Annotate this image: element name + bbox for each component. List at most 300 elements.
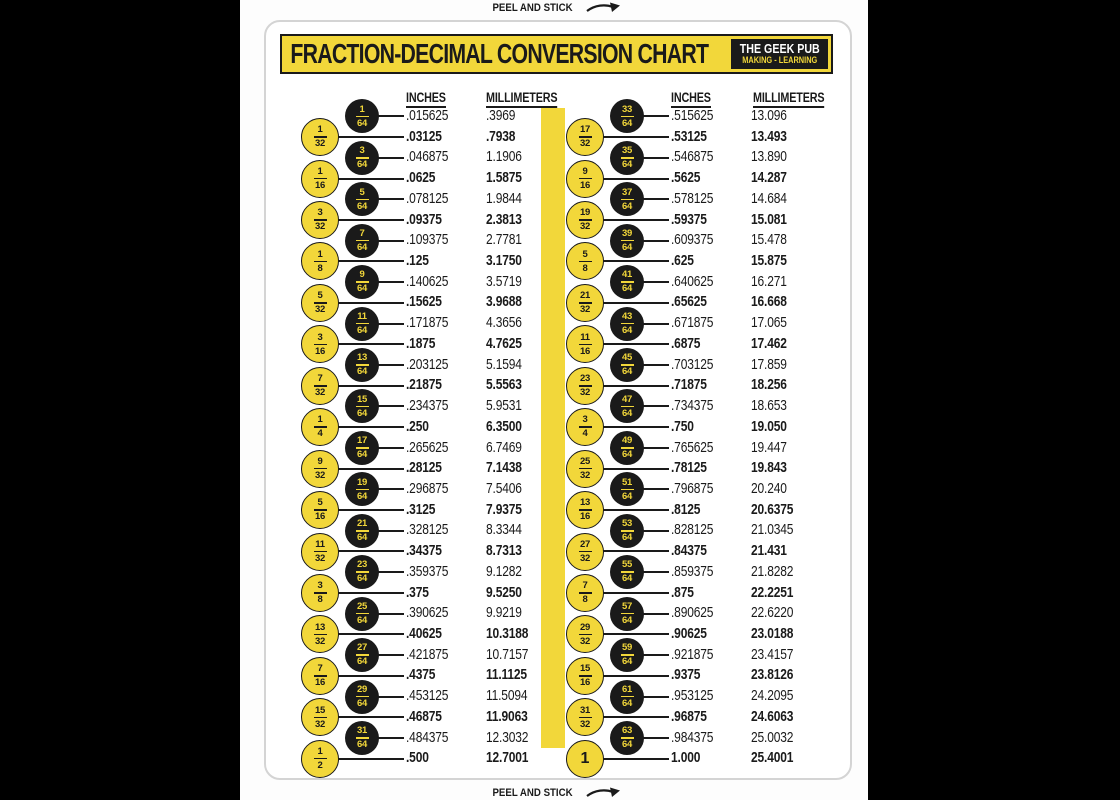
inches-value: .390625 xyxy=(406,604,449,622)
inches-value: .734375 xyxy=(671,397,714,415)
conversion-row xyxy=(266,248,566,274)
fraction-denominator: 32 xyxy=(580,635,590,647)
fraction-denominator: 64 xyxy=(357,366,367,378)
fraction-badge xyxy=(566,408,604,446)
fraction-numerator: 9 xyxy=(317,455,323,467)
fraction-bar xyxy=(579,344,592,346)
inches-value: .250 xyxy=(406,417,429,435)
inches-value: .1875 xyxy=(406,334,436,352)
fraction-bar xyxy=(356,116,369,118)
whole-number: 1 xyxy=(580,749,590,767)
fraction-numerator: 57 xyxy=(622,600,632,612)
fraction-numerator: 11 xyxy=(357,310,367,322)
fraction-denominator: 64 xyxy=(357,656,367,668)
curved-arrow-icon xyxy=(585,786,621,799)
connector-line xyxy=(597,716,669,718)
conversion-column-right xyxy=(531,103,831,769)
millimeters-value: 4.3656 xyxy=(486,314,522,332)
millimeters-value: 20.6375 xyxy=(751,500,794,518)
fraction-denominator: 64 xyxy=(357,739,367,751)
fraction-denominator: 32 xyxy=(315,221,325,233)
conversion-row xyxy=(266,124,566,150)
connector-line xyxy=(332,260,404,262)
fraction-denominator: 64 xyxy=(357,241,367,253)
fraction-denominator: 64 xyxy=(622,614,632,626)
brand-tagline: MAKING - LEARNING xyxy=(741,55,818,66)
inches-value: .859375 xyxy=(671,562,714,580)
inches-value: .546875 xyxy=(671,148,714,166)
inches-value: .5625 xyxy=(671,169,701,187)
fraction-numerator: 49 xyxy=(622,435,632,447)
fraction-badge xyxy=(566,533,604,571)
fraction-denominator: 32 xyxy=(315,718,325,730)
fraction-badge xyxy=(566,118,604,156)
millimeters-value: 25.0032 xyxy=(751,728,794,746)
millimeters-value: 14.684 xyxy=(751,189,787,207)
millimeters-value: 5.9531 xyxy=(486,397,522,415)
fraction-denominator: 64 xyxy=(622,697,632,709)
conversion-row xyxy=(266,207,566,233)
millimeters-value: 13.096 xyxy=(751,107,787,124)
fraction-bar xyxy=(356,199,369,201)
inches-value: .53125 xyxy=(671,127,707,145)
fraction-denominator: 64 xyxy=(622,117,632,129)
fraction-numerator: 29 xyxy=(357,683,367,695)
fraction-numerator: 29 xyxy=(580,621,590,633)
inches-value: .140625 xyxy=(406,272,449,290)
fraction-denominator: 64 xyxy=(622,739,632,751)
inches-value: .40625 xyxy=(406,624,442,642)
millimeters-value: 24.6063 xyxy=(751,707,794,725)
fraction-badge xyxy=(610,721,644,755)
millimeters-value: 11.5094 xyxy=(486,687,528,705)
inches-value: .59375 xyxy=(671,210,707,228)
fraction-denominator: 8 xyxy=(317,262,323,274)
fraction-badge xyxy=(610,555,644,589)
fraction-badge xyxy=(345,555,379,589)
inches-value: .8125 xyxy=(671,500,701,518)
fraction-badge xyxy=(610,141,644,175)
connector-line xyxy=(597,343,669,345)
fraction-denominator: 64 xyxy=(622,366,632,378)
millimeters-value: .3969 xyxy=(486,107,516,124)
inches-value: .796875 xyxy=(671,479,714,497)
fraction-badge xyxy=(301,284,339,322)
fraction-bar xyxy=(356,406,369,408)
fraction-badge xyxy=(301,740,339,778)
inches-value: .875 xyxy=(671,583,694,601)
inches-value: .265625 xyxy=(406,438,449,456)
connector-line xyxy=(332,426,404,428)
fraction-numerator: 9 xyxy=(582,165,588,177)
fraction-numerator: 31 xyxy=(580,704,590,716)
fraction-denominator: 64 xyxy=(357,117,367,129)
inches-value: 1.000 xyxy=(671,749,701,767)
inches-value: .34375 xyxy=(406,542,442,560)
millimeters-value: 6.7469 xyxy=(486,438,522,456)
fraction-badge xyxy=(610,348,644,382)
inches-value: .640625 xyxy=(671,272,714,290)
fraction-denominator: 64 xyxy=(357,283,367,295)
fraction-bar xyxy=(356,489,369,491)
conversion-row xyxy=(531,704,831,730)
inches-value: .78125 xyxy=(671,459,707,477)
inches-value: .0625 xyxy=(406,169,436,187)
fraction-badge xyxy=(345,680,379,714)
page-title: FRACTION-DECIMAL CONVERSION CHART xyxy=(290,38,709,69)
conversion-row xyxy=(266,331,566,357)
fraction-denominator: 32 xyxy=(315,469,325,481)
connector-line xyxy=(332,178,404,180)
millimeters-value: 2.7781 xyxy=(486,231,522,249)
fraction-numerator: 13 xyxy=(315,621,325,633)
fraction-numerator: 51 xyxy=(622,476,632,488)
fraction-numerator: 19 xyxy=(580,207,590,219)
fraction-denominator: 64 xyxy=(622,324,632,336)
conversion-chart-poster xyxy=(240,0,868,800)
inches-value: .921875 xyxy=(671,645,714,663)
fraction-numerator: 13 xyxy=(357,352,367,364)
fraction-numerator: 5 xyxy=(582,248,588,260)
fraction-numerator: 35 xyxy=(622,145,632,157)
millimeters-value: 12.7001 xyxy=(486,749,529,767)
peel-and-stick-label: PEEL AND STICK xyxy=(492,786,573,799)
fraction-badge xyxy=(566,491,604,529)
connector-line xyxy=(597,592,669,594)
fraction-bar xyxy=(621,199,634,201)
inches-value: .28125 xyxy=(406,459,442,477)
fraction-numerator: 7 xyxy=(582,580,588,592)
fraction-numerator: 15 xyxy=(580,663,590,675)
chart-card xyxy=(264,20,852,780)
fraction-denominator: 64 xyxy=(622,159,632,171)
fraction-denominator: 64 xyxy=(622,407,632,419)
connector-line xyxy=(597,178,669,180)
fraction-badge xyxy=(301,491,339,529)
fraction-denominator: 64 xyxy=(622,241,632,253)
connector-line xyxy=(597,260,669,262)
fraction-badge xyxy=(610,224,644,258)
fraction-badge xyxy=(301,698,339,736)
fraction-denominator: 64 xyxy=(622,449,632,461)
fraction-numerator: 59 xyxy=(622,642,632,654)
connector-line xyxy=(597,468,669,470)
fraction-badge xyxy=(610,638,644,672)
millimeters-value: 8.3344 xyxy=(486,521,522,539)
fraction-numerator: 43 xyxy=(622,310,632,322)
fraction-denominator: 64 xyxy=(357,159,367,171)
fraction-denominator: 64 xyxy=(357,532,367,544)
inches-value: .421875 xyxy=(406,645,449,663)
connector-line xyxy=(332,633,404,635)
millimeters-value: 2.3813 xyxy=(486,210,522,228)
millimeters-value: .7938 xyxy=(486,127,516,145)
millimeters-value: 18.256 xyxy=(751,376,787,394)
fraction-denominator: 32 xyxy=(315,138,325,150)
inches-value: .03125 xyxy=(406,127,442,145)
inches-value: .234375 xyxy=(406,397,449,415)
inches-value: .203125 xyxy=(406,355,449,373)
conversion-row xyxy=(531,497,831,523)
fraction-numerator: 27 xyxy=(357,642,367,654)
inches-value: .21875 xyxy=(406,376,442,394)
inches-value: .3125 xyxy=(406,500,436,518)
fraction-badge xyxy=(566,740,604,778)
fraction-denominator: 16 xyxy=(580,511,590,523)
inches-value: .4375 xyxy=(406,666,436,684)
connector-line xyxy=(597,675,669,677)
millimeters-value: 13.493 xyxy=(751,127,787,145)
fraction-badge xyxy=(301,160,339,198)
fraction-numerator: 3 xyxy=(317,331,323,343)
fraction-denominator: 64 xyxy=(357,614,367,626)
connector-line xyxy=(597,758,669,760)
conversion-row xyxy=(266,704,566,730)
fraction-denominator: 16 xyxy=(315,345,325,357)
millimeters-value: 4.7625 xyxy=(486,334,522,352)
millimeters-value: 19.050 xyxy=(751,417,787,435)
fraction-denominator: 32 xyxy=(315,304,325,316)
conversion-row xyxy=(531,331,831,357)
connector-line xyxy=(332,343,404,345)
fraction-numerator: 37 xyxy=(622,186,632,198)
fraction-badge xyxy=(301,201,339,239)
fraction-numerator: 11 xyxy=(315,538,325,550)
fraction-denominator: 64 xyxy=(622,532,632,544)
fraction-denominator: 32 xyxy=(580,718,590,730)
connector-line xyxy=(597,550,669,552)
fraction-denominator: 4 xyxy=(317,428,323,440)
inches-value: .90625 xyxy=(671,624,707,642)
inches-value: .765625 xyxy=(671,438,714,456)
fraction-denominator: 16 xyxy=(315,511,325,523)
connector-line xyxy=(597,219,669,221)
fraction-denominator: 16 xyxy=(580,677,590,689)
fraction-numerator: 1 xyxy=(317,165,323,177)
inches-value: .328125 xyxy=(406,521,449,539)
inches-value: .375 xyxy=(406,583,429,601)
fraction-badge xyxy=(345,721,379,755)
connector-line xyxy=(597,136,669,138)
millimeters-value: 18.653 xyxy=(751,397,787,415)
fraction-denominator: 64 xyxy=(357,697,367,709)
fraction-denominator: 32 xyxy=(580,552,590,564)
fraction-badge xyxy=(301,450,339,488)
fraction-numerator: 7 xyxy=(359,227,365,239)
fraction-badge xyxy=(610,431,644,465)
fraction-numerator: 1 xyxy=(359,103,365,115)
fraction-numerator: 31 xyxy=(357,725,367,737)
fraction-numerator: 7 xyxy=(317,373,323,384)
connector-line xyxy=(332,302,404,304)
fraction-numerator: 23 xyxy=(580,373,590,384)
inches-value: .71875 xyxy=(671,376,707,394)
inches-value: .625 xyxy=(671,252,694,270)
millimeters-value: 19.447 xyxy=(751,438,787,456)
fraction-denominator: 32 xyxy=(580,221,590,233)
fraction-badge xyxy=(566,160,604,198)
fraction-numerator: 25 xyxy=(357,600,367,612)
fraction-badge xyxy=(345,141,379,175)
fraction-badge xyxy=(345,638,379,672)
brand-box xyxy=(731,39,828,69)
fraction-denominator: 64 xyxy=(622,200,632,212)
connector-line xyxy=(332,468,404,470)
connector-line xyxy=(597,302,669,304)
fraction-badge xyxy=(610,514,644,548)
millimeters-value: 3.9688 xyxy=(486,293,522,311)
conversion-row xyxy=(531,248,831,274)
millimeters-value: 1.1906 xyxy=(486,148,522,166)
connector-line xyxy=(597,426,669,428)
millimeters-value: 12.3032 xyxy=(486,728,529,746)
fraction-denominator: 8 xyxy=(317,594,323,606)
fraction-numerator: 21 xyxy=(580,290,590,302)
fraction-bar xyxy=(621,116,634,118)
fraction-denominator: 4 xyxy=(582,428,588,440)
millimeters-value: 16.271 xyxy=(751,272,787,290)
millimeters-value: 1.9844 xyxy=(486,189,522,207)
millimeters-value: 23.8126 xyxy=(751,666,794,684)
millimeters-value: 17.462 xyxy=(751,334,787,352)
fraction-numerator: 1 xyxy=(317,745,323,757)
curved-arrow-icon xyxy=(585,1,621,14)
inches-value: .15625 xyxy=(406,293,442,311)
fraction-badge xyxy=(301,533,339,571)
fraction-numerator: 61 xyxy=(622,683,632,695)
fraction-numerator: 23 xyxy=(357,559,367,571)
conversion-row xyxy=(266,621,566,647)
fraction-badge xyxy=(345,597,379,631)
millimeters-value: 9.5250 xyxy=(486,583,522,601)
inches-value: .078125 xyxy=(406,189,449,207)
conversion-column-left xyxy=(266,103,566,771)
millimeters-value: 24.2095 xyxy=(751,687,794,705)
fraction-denominator: 32 xyxy=(580,138,590,150)
millimeters-value: 20.240 xyxy=(751,479,787,497)
inches-value: .703125 xyxy=(671,355,714,373)
fraction-bar xyxy=(621,406,634,408)
connector-line xyxy=(332,592,404,594)
inches-value: .65625 xyxy=(671,293,707,311)
fraction-denominator: 32 xyxy=(315,552,325,564)
fraction-denominator: 64 xyxy=(357,573,367,585)
millimeters-value: 22.2251 xyxy=(751,583,794,601)
fraction-denominator: 32 xyxy=(580,304,590,316)
inches-value: .09375 xyxy=(406,210,442,228)
fraction-bar xyxy=(579,634,592,636)
millimeters-value: 1.5875 xyxy=(486,169,522,187)
millimeters-value: 15.081 xyxy=(751,210,787,228)
millimeters-value: 23.0188 xyxy=(751,624,794,642)
fraction-denominator: 16 xyxy=(315,179,325,191)
millimeters-value: 17.859 xyxy=(751,355,787,373)
fraction-numerator: 47 xyxy=(622,393,632,405)
millimeters-value: 17.065 xyxy=(751,314,787,332)
connector-line xyxy=(332,675,404,677)
millimeters-value: 14.287 xyxy=(751,169,787,187)
connector-line xyxy=(332,758,404,760)
fraction-badge xyxy=(566,201,604,239)
fraction-denominator: 64 xyxy=(357,407,367,419)
inches-value: .671875 xyxy=(671,314,714,332)
millimeters-value: 3.1750 xyxy=(486,252,522,270)
inches-value: .296875 xyxy=(406,479,449,497)
fraction-numerator: 5 xyxy=(317,497,323,509)
fraction-bar xyxy=(314,634,327,636)
millimeters-value: 9.9219 xyxy=(486,604,522,622)
fraction-bar xyxy=(579,261,592,263)
fraction-numerator: 9 xyxy=(359,269,365,281)
millimeters-value: 22.6220 xyxy=(751,604,794,622)
fraction-badge xyxy=(610,307,644,341)
fraction-badge xyxy=(345,265,379,299)
conversion-row xyxy=(266,497,566,523)
inches-value: .46875 xyxy=(406,707,442,725)
fraction-numerator: 63 xyxy=(622,725,632,737)
inches-value: .500 xyxy=(406,749,429,767)
fraction-badge xyxy=(566,657,604,695)
header-inches-right: INCHES xyxy=(671,90,711,108)
connector-line xyxy=(597,509,669,511)
connector-line xyxy=(332,136,404,138)
fraction-denominator: 32 xyxy=(315,635,325,647)
fraction-numerator: 11 xyxy=(580,331,590,343)
fraction-denominator: 2 xyxy=(317,759,323,771)
fraction-numerator: 15 xyxy=(315,704,325,716)
fraction-bar xyxy=(314,344,327,346)
fraction-badge xyxy=(610,265,644,299)
millimeters-value: 5.5563 xyxy=(486,376,522,394)
fraction-badge xyxy=(301,408,339,446)
connector-line xyxy=(332,385,404,387)
fraction-numerator: 17 xyxy=(357,435,367,447)
conversion-row xyxy=(266,375,566,396)
conversion-row xyxy=(531,124,831,150)
fraction-bar xyxy=(314,261,327,263)
inches-value: .015625 xyxy=(406,107,449,124)
fraction-denominator: 16 xyxy=(580,345,590,357)
connector-line xyxy=(597,385,669,387)
header-millimeters-left: MILLIMETERS xyxy=(486,90,557,108)
fraction-denominator: 16 xyxy=(580,179,590,191)
millimeters-value: 10.7157 xyxy=(486,645,529,663)
conversion-row xyxy=(266,580,566,606)
inches-value: .359375 xyxy=(406,562,449,580)
millimeters-value: 7.9375 xyxy=(486,500,522,518)
fraction-denominator: 64 xyxy=(622,283,632,295)
fraction-denominator: 32 xyxy=(580,387,590,398)
inches-value: .9375 xyxy=(671,666,701,684)
peel-and-stick-banner-top xyxy=(240,1,868,14)
brand-name: THE GEEK PUB xyxy=(739,41,820,57)
fraction-denominator: 64 xyxy=(357,449,367,461)
millimeters-value: 13.890 xyxy=(751,148,787,166)
fraction-numerator: 45 xyxy=(622,352,632,364)
header-millimeters-right: MILLIMETERS xyxy=(753,90,824,108)
fraction-numerator: 17 xyxy=(580,124,590,136)
fraction-badge xyxy=(610,597,644,631)
millimeters-value: 6.3500 xyxy=(486,417,522,435)
header-inches-left: INCHES xyxy=(406,90,446,108)
conversion-row xyxy=(266,414,566,440)
fraction-numerator: 3 xyxy=(317,580,323,592)
inches-value: .84375 xyxy=(671,542,707,560)
fraction-numerator: 21 xyxy=(357,518,367,530)
fraction-denominator: 16 xyxy=(315,677,325,689)
fraction-numerator: 13 xyxy=(580,497,590,509)
fraction-badge xyxy=(345,348,379,382)
